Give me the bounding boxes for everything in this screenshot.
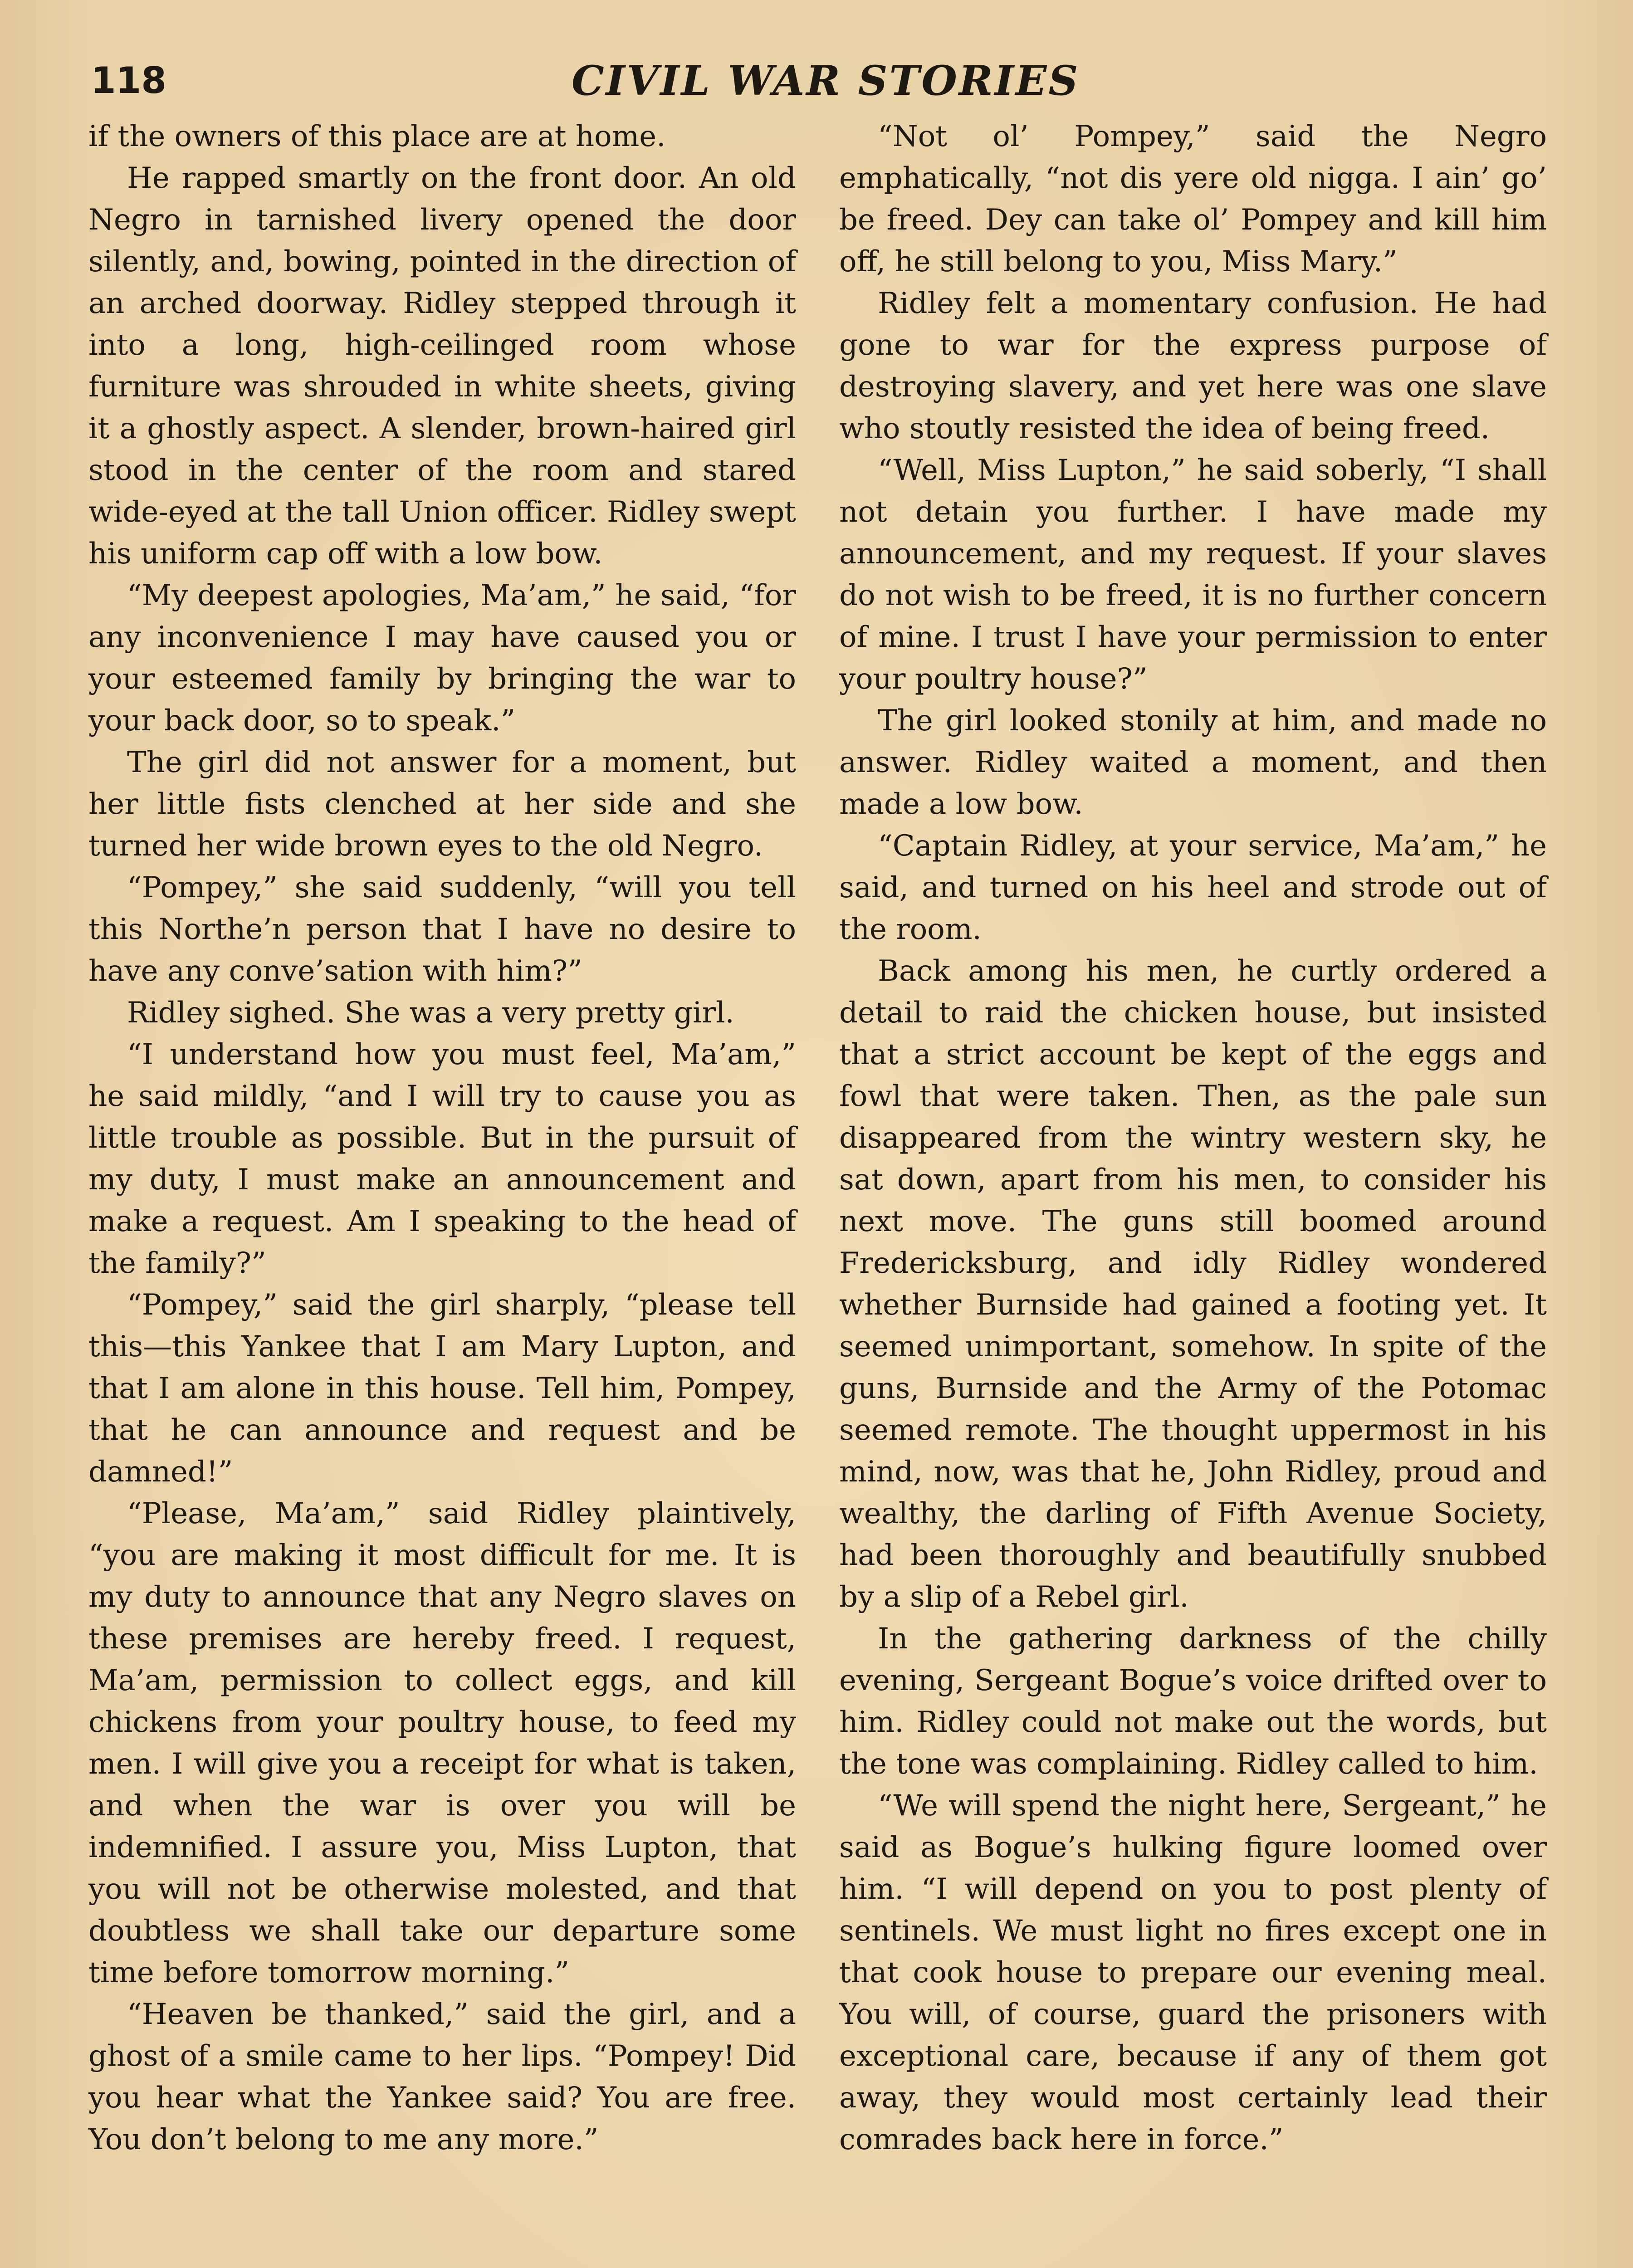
paragraph: “Pompey,” she said suddenly, “will you tell this Northe’n person that I have no desire to have any conve’sation with him?”: [88, 871, 796, 988]
paragraph: Back among his men, he curtly ordered a detail to raid the chicken house, but insisted that a strict account be kept of the eggs and fowl that were taken. Then, as the pale sun disappeared from the wintry western sky, he sat down, apart from his men, to consider his next move. The guns still boomed around Fredericksburg, and idly Ridley wondered whether Burnside had gained a footing yet. It seemed unimportant, somehow. In spite of the guns, Burnside and the Army of the Potomac seemed remote. The thought uppermost in his mind, now, was that he, John Ridley, proud and wealthy, the darling of Fifth Avenue Society, had been thoroughly and beautifully snubbed by a slip of a Rebel girl.: [839, 954, 1547, 1614]
paragraph: “I understand how you must feel, Ma’am,” he said mildly, “and I will try to cause you as little trouble as possible. But in the pursuit of my duty, I must make an announcement and make a request. Am I speaking to the head of the family?”: [88, 1038, 796, 1280]
paragraph: “We will spend the night here, Sergeant,” he said as Bogue’s hulking figure loomed over him. “I will depend on you to post plenty of sentinels. We must light no fires except one in that cook house to prepare our evening meal. You will, of course, guard the prisoners with exceptional care, because if any of them got away, they would most certainly lead their comrades back here in force.”: [839, 1789, 1547, 2156]
paragraph: The girl looked stonily at him, and made no answer. Ridley waited a moment, and then made a low bow.: [839, 704, 1547, 821]
right-column: [839, 116, 1547, 2160]
paragraph: In the gathering darkness of the chilly evening, Sergeant Bogue’s voice drifted over to him. Ridley could not make out the words, but the tone was complaining. Ridley called to him.: [839, 1622, 1547, 1781]
paragraph: “Well, Miss Lupton,” he said soberly, “I shall not detain you further. I have made my announcement, and my request. If your slaves do not wish to be freed, it is no further concern of mine. I trust I have your permission to enter your poultry house?”: [839, 454, 1547, 696]
page-header: [91, 54, 1542, 108]
left-column: [88, 116, 796, 2160]
page-number: 118: [91, 59, 166, 102]
paragraph: Ridley felt a momentary confusion. He had gone to war for the express purpose of destroying slavery, and yet here was one slave who stoutly resisted the idea of being freed.: [839, 287, 1547, 445]
paragraph: “My deepest apologies, Ma’am,” he said, “for any inconvenience I may have caused you or your esteemed family by bringing the war to your back door, so to speak.”: [88, 579, 796, 738]
paragraph: “Pompey,” said the girl sharply, “please tell this—this Yankee that I am Mary Lupton, and that I am alone in this house. Tell him, Pompey, that he can announce and request and be damned!”: [88, 1288, 796, 1489]
paragraph: Ridley sighed. She was a very pretty girl.: [127, 996, 734, 1030]
paragraph: “Not ol’ Pompey,” said the Negro emphatically, “not dis yere old nigga. I ain’ go’ be freed. Dey can take ol’ Pompey and kill him off, he still belong to you, Miss Mary.”: [839, 120, 1547, 279]
paragraph: “Heaven be thanked,” said the girl, and a ghost of a smile came to her lips. “Pompey! Did you hear what the Yankee said? You are free. You don’t belong to me any more.”: [88, 1998, 796, 2156]
paragraph: The girl did not answer for a moment, but her little fists clenched at her side and she turned her wide brown eyes to the old Negro.: [88, 746, 796, 863]
paragraph: “Captain Ridley, at your service, Ma’am,” he said, and turned on his heel and strode out of the room.: [839, 829, 1547, 946]
paragraph: if the owners of this place are at home.: [88, 120, 666, 153]
running-head: CIVIL WAR STORIES: [572, 57, 1080, 105]
paragraph: “Please, Ma’am,” said Ridley plaintively, “you are making it most difficult for me. It is my duty to announce that any Negro slaves on these premises are hereby freed. I request, Ma’am, permission to collect eggs, and kill chickens from your poultry house, to feed my men. I will give you a receipt for what is taken, and when the war is over you will be indemnified. I assure you, Miss Lupton, that you will not be otherwise molested, and that doubtless we shall take our departure some time before tomorrow morning.”: [88, 1497, 796, 1989]
paragraph: He rapped smartly on the front door. An old Negro in tarnished livery opened the door silently, and, bowing, pointed in the direction of an arched doorway. Ridley stepped through it into a long, high-ceilinged room whose furniture was shrouded in white sheets, giving it a ghostly aspect. A slender, brown-haired girl stood in the center of the room and stared wide-eyed at the tall Union officer. Ridley swept his uniform cap off with a low bow.: [88, 161, 796, 571]
